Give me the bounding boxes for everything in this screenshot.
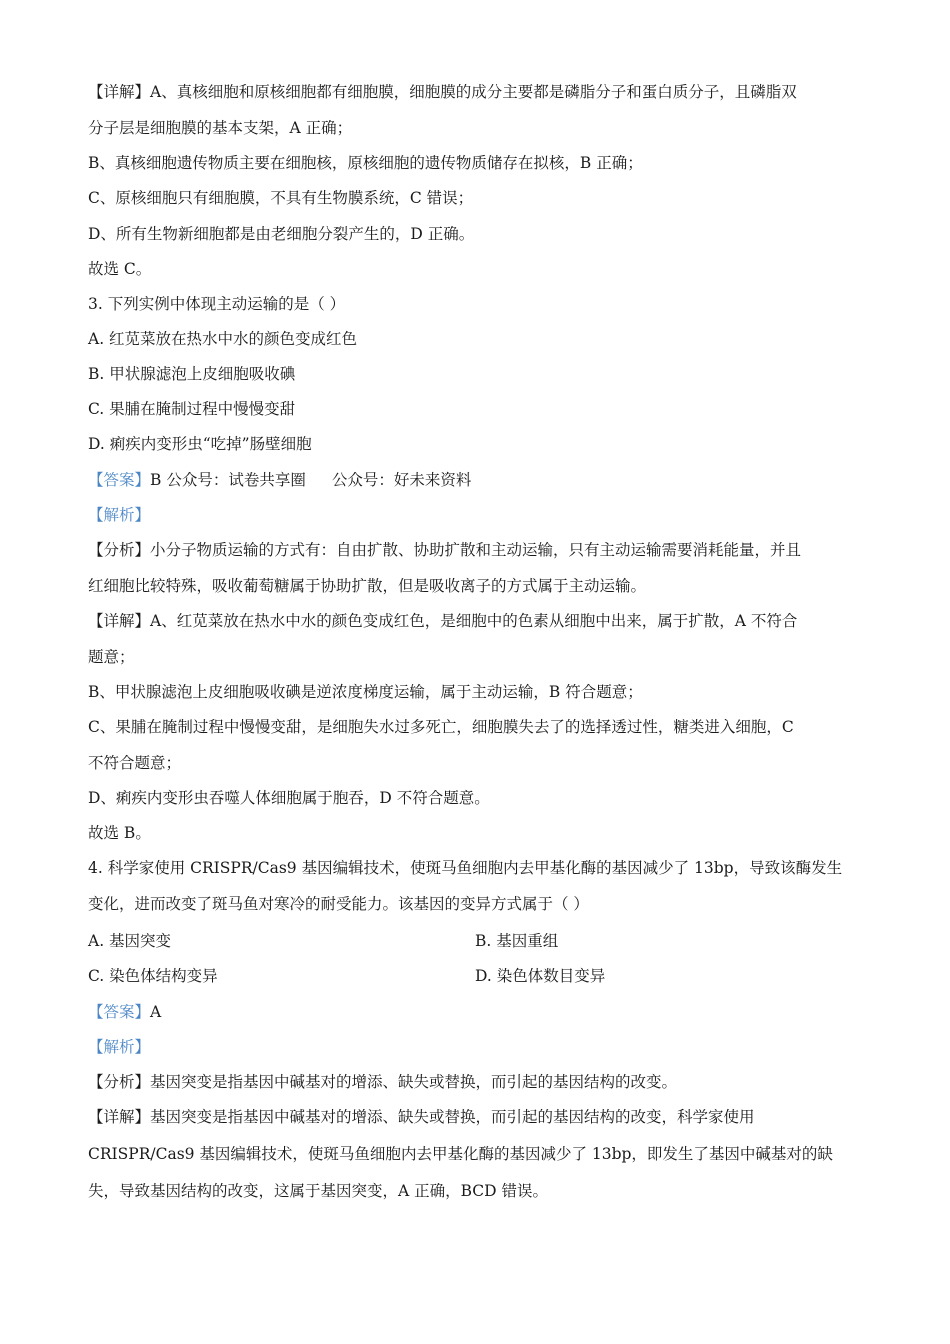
detail-tag: 【详解】 bbox=[88, 83, 151, 101]
q3-detail-line-5: 不符合题意； bbox=[88, 754, 182, 772]
prev-detail-line-5: D、所有生物新细胞都是由老细胞分裂产生的，D 正确。 bbox=[88, 225, 475, 243]
q4-option-d: D. 染色体数目变异 bbox=[475, 967, 606, 985]
q3-fenxi-line-2: 红细胞比较特殊，吸收葡萄糖属于协助扩散，但是吸收离子的方式属于主动运输。 bbox=[88, 577, 647, 595]
prev-detail-line-2: 分子层是细胞膜的基本支架，A 正确； bbox=[88, 119, 353, 137]
q3-conclusion: 故选 B。 bbox=[88, 824, 151, 842]
detail-tag: 【详解】 bbox=[88, 612, 151, 630]
q4-answer bbox=[88, 1002, 161, 1022]
q3-option-c: C. 果脯在腌制过程中慢慢变甜 bbox=[88, 400, 296, 418]
answer-value: B bbox=[150, 471, 162, 489]
q4-stem-line-2: 变化，进而改变了斑马鱼对寒冷的耐受能力。该基因的变异方式属于（ ） bbox=[88, 895, 589, 913]
prev-conclusion: 故选 C。 bbox=[88, 260, 152, 278]
fenxi-tag: 【分析】 bbox=[88, 1073, 151, 1091]
prev-detail-line-4: C、原核细胞只有细胞膜，不具有生物膜系统，C 错误； bbox=[88, 189, 474, 207]
q4-fenxi: 【分析】基因突变是指基因中碱基对的增添、缺失或替换，而引起的基因结构的改变。 bbox=[88, 1073, 678, 1091]
q4-option-b: B. 基因重组 bbox=[475, 932, 559, 950]
answer-value: A bbox=[150, 1003, 162, 1021]
q4-detail-line-2: CRISPR/Cas9 基因编辑技术，使斑马鱼细胞内去甲基化酶的基因减少了 13bp，即发生了基因中碱基对的缺 bbox=[88, 1145, 833, 1163]
q4-option-a: A. 基因突变 bbox=[88, 932, 172, 950]
q3-detail-line-1: 【详解】A、红苋菜放在热水中水的颜色变成红色，是细胞中的色素从细胞中出来，属于扩散，A 不符合 bbox=[88, 612, 798, 630]
prev-detail-line-3: B、真核细胞遗传物质主要在细胞核，原核细胞的遗传物质储存在拟核，B 正确； bbox=[88, 154, 643, 172]
answer-tag: 【答案】 bbox=[88, 471, 151, 489]
prev-detail-line-1: 【详解】A、真核细胞和原核细胞都有细胞膜，细胞膜的成分主要都是磷脂分子和蛋白质分子，且磷脂双 bbox=[88, 83, 797, 101]
source-note: 公众号：好未来资料 bbox=[331, 471, 472, 489]
q4-stem-line-1: 4. 科学家使用 CRISPR/Cas9 基因编辑技术，使斑马鱼细胞内去甲基化酶的基因减少了 13bp，导致该酶发生 bbox=[88, 859, 843, 877]
q3-stem: 3. 下列实例中体现主动运输的是（ ） bbox=[88, 295, 346, 313]
detail-tag: 【详解】 bbox=[88, 1108, 151, 1126]
q3-fenxi-line-1: 【分析】小分子物质运输的方式有：自由扩散、协助扩散和主动运输，只有主动运输需要消耗能量，并且 bbox=[88, 541, 802, 559]
q3-option-d: D. 痢疾内变形虫“吃掉”肠壁细胞 bbox=[88, 435, 312, 453]
fenxi-tag: 【分析】 bbox=[88, 541, 151, 559]
q3-analysis-tag: 【解析】 bbox=[88, 506, 151, 524]
source-note: 公众号：试卷共享圈 bbox=[166, 471, 306, 489]
q4-detail-line-3: 失，导致基因结构的改变，这属于基因突变，A 正确，BCD 错误。 bbox=[88, 1182, 549, 1200]
q4-detail-line-1: 【详解】基因突变是指基因中碱基对的增添、缺失或替换，而引起的基因结构的改变，科学家使用 bbox=[88, 1108, 755, 1126]
q3-option-b: B. 甲状腺滤泡上皮细胞吸收碘 bbox=[88, 365, 296, 383]
q3-detail-line-2: 题意； bbox=[88, 648, 135, 666]
q4-analysis-tag: 【解析】 bbox=[88, 1038, 151, 1056]
q3-detail-line-4: C、果脯在腌制过程中慢慢变甜，是细胞失水过多死亡，细胞膜失去了的选择透过性，糖类进入细胞，C bbox=[88, 718, 794, 736]
q3-option-a: A. 红苋菜放在热水中水的颜色变成红色 bbox=[88, 330, 358, 348]
q3-detail-line-3: B、甲状腺滤泡上皮细胞吸收碘是逆浓度梯度运输，属于主动运输，B 符合题意； bbox=[88, 683, 643, 701]
q3-answer bbox=[88, 470, 471, 490]
q3-detail-line-6: D、痢疾内变形虫吞噬人体细胞属于胞吞，D 不符合题意。 bbox=[88, 789, 490, 807]
q4-option-c: C. 染色体结构变异 bbox=[88, 967, 218, 985]
answer-tag: 【答案】 bbox=[88, 1003, 151, 1021]
